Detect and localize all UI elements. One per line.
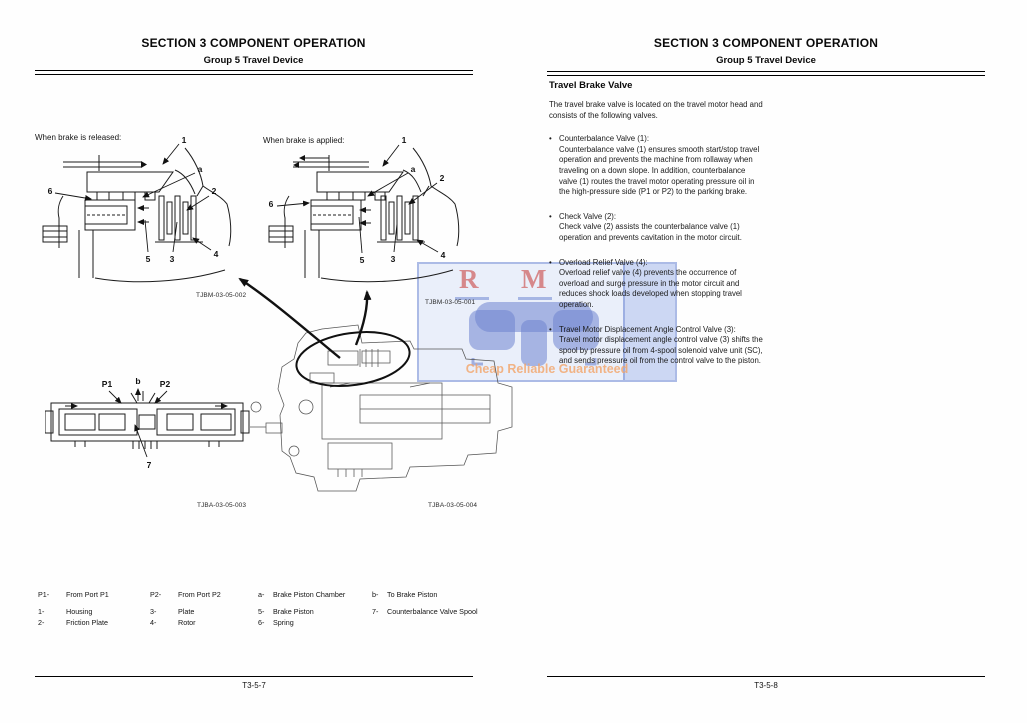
callout-2: 2 — [439, 173, 445, 183]
right-footer-rule — [547, 676, 985, 677]
caption-brake-applied: When brake is applied: — [263, 136, 345, 145]
legend-value: Rotor — [178, 617, 196, 627]
right-page-text-column — [549, 80, 763, 381]
bullet-overload-relief-valve — [549, 258, 763, 311]
legend-key: P1- — [38, 590, 50, 599]
left-page-number: T3-5-7 — [242, 681, 266, 690]
watermark-letter-r: R — [459, 264, 479, 294]
legend-value: Brake Piston Chamber — [273, 590, 346, 599]
callout-b: b — [135, 376, 141, 386]
legend-column-4 — [372, 591, 478, 619]
right-page-number: T3-5-8 — [754, 681, 778, 690]
legend-item — [372, 608, 478, 617]
bullet-check-valve — [549, 212, 763, 244]
legend-key: a- — [258, 590, 265, 599]
right-page-title: SECTION 3 COMPONENT OPERATION — [653, 36, 879, 50]
watermark-underline — [518, 297, 552, 300]
fig-code-applied: TJBM-03-05-001 — [425, 299, 476, 306]
legend-item — [258, 608, 345, 617]
legend-item — [258, 591, 345, 600]
legend-column-2 — [150, 591, 221, 630]
bullet-title: Travel Motor Displacement Angle Control Valve (3): — [559, 324, 736, 334]
bullet-displacement-angle-valve — [549, 325, 763, 367]
bullet-body: Counterbalance valve (1) ensures smooth start/stop travel operation and prevents the machine from rollaway when traveling on a down slope. In addition, counterbalance valve (1) routes the travel motor operating pressure oil in the high-pressure side (P1 or P2) to the parking brake. — [559, 144, 760, 197]
legend-column-3 — [258, 591, 345, 630]
callout-6: 6 — [268, 199, 274, 209]
bullet-body: Overload relief valve (4) prevents the occurrence of overload and surge pressure in the motor circuit and reduces shock loads developed when stopping travel operation. — [559, 268, 742, 309]
left-header-rule — [35, 70, 473, 75]
legend-value: Counterbalance Valve Spool — [387, 606, 478, 616]
callout-p1: P1 — [101, 379, 113, 389]
watermark-tagline: Cheap Reliable Guaranteed — [465, 362, 629, 376]
intro-paragraph: The travel brake valve is located on the travel motor head and consists of the following valves. — [549, 100, 763, 120]
legend-value: Friction Plate — [66, 617, 108, 627]
callout-4: 4 — [440, 250, 446, 260]
spool-valve-diagram — [45, 373, 250, 473]
legend-value: From Port P1 — [66, 590, 109, 599]
bullet-body: Travel motor displacement angle control valve (3) shifts the spool by pressure oil from 4-spool solenoid valve unit (SC), and sends pressure oil from the control valve to the piston. — [559, 335, 763, 366]
fig-code-released: TJBM-03-05-002 — [196, 292, 247, 299]
bullet-counterbalance-valve — [549, 134, 763, 198]
right-header-rule — [547, 71, 985, 76]
bullet-body: Check valve (2) assists the counterbalance valve (1) operation and prevents cavitation in the motor circuit. — [559, 222, 742, 242]
callout-1: 1 — [181, 135, 187, 145]
legend-key: 4- — [150, 617, 157, 627]
legend-key: 7- — [372, 606, 379, 616]
callout-p2: P2 — [159, 379, 171, 389]
legend-key: P2- — [150, 590, 162, 599]
legend-value: To Brake Piston — [387, 590, 438, 599]
travel-motor-diagram — [210, 255, 520, 500]
legend-item — [150, 591, 221, 600]
watermark-letter-m: M — [521, 264, 547, 294]
callout-5: 5 — [145, 254, 151, 264]
legend-item — [372, 591, 478, 600]
callout-3: 3 — [390, 254, 396, 264]
section-heading: Travel Brake Valve — [549, 80, 633, 91]
left-page-subtitle: Group 5 Travel Device — [203, 55, 304, 66]
legend-key: 5- — [258, 606, 265, 616]
callout-a: a — [410, 164, 416, 174]
legend-item — [150, 608, 221, 617]
legend-key: 2- — [38, 617, 45, 627]
legend-key: 3- — [150, 606, 157, 616]
legend-item — [38, 619, 109, 628]
right-page-subtitle: Group 5 Travel Device — [716, 55, 816, 66]
legend-column-1 — [38, 591, 109, 630]
left-page-title: SECTION 3 COMPONENT OPERATION — [141, 36, 366, 50]
callout-1: 1 — [401, 135, 407, 145]
legend-item — [38, 591, 109, 600]
callout-4: 4 — [213, 249, 219, 259]
legend-item — [150, 619, 221, 628]
bullet-marker — [549, 325, 559, 367]
callout-2: 2 — [211, 186, 217, 196]
legend-value: Brake Piston — [273, 606, 314, 616]
bullet-marker — [549, 212, 559, 244]
callout-a: a — [197, 164, 203, 174]
bullet-marker — [549, 134, 559, 198]
legend-value: From Port P2 — [178, 590, 221, 599]
bullet-marker — [549, 258, 559, 311]
legend-key: 6- — [258, 617, 265, 627]
legend-value: Spring — [273, 617, 294, 627]
legend-value: Plate — [178, 606, 195, 616]
callout-6: 6 — [47, 186, 53, 196]
legend-item — [38, 608, 109, 617]
callout-3: 3 — [169, 254, 175, 264]
fig-code-motor: TJBA-03-05-004 — [428, 502, 478, 509]
legend-item — [258, 619, 345, 628]
callout-7: 7 — [146, 460, 152, 470]
callout-5: 5 — [359, 255, 365, 265]
legend-key: b- — [372, 590, 379, 599]
bullet-title: Check Valve (2): — [559, 211, 617, 221]
legend-key: 1- — [38, 606, 45, 616]
bullet-title: Overload Relief Valve (4): — [559, 257, 648, 267]
bullet-title: Counterbalance Valve (1): — [559, 134, 650, 144]
legend-value: Housing — [66, 606, 93, 616]
left-footer-rule — [35, 676, 473, 677]
fig-code-spool: TJBA-03-05-003 — [197, 502, 247, 509]
caption-brake-released: When brake is released: — [35, 133, 122, 142]
